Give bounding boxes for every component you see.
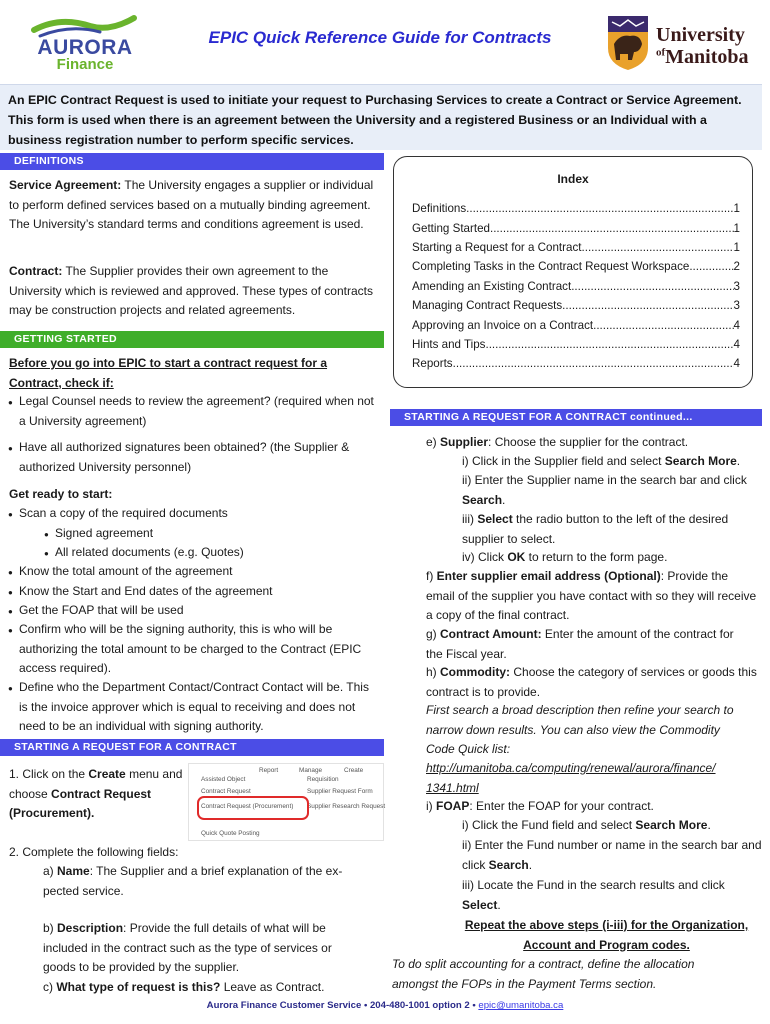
field-supplier-email-prefix: f)	[426, 569, 437, 583]
index-label: Starting a Request for a Contract	[412, 241, 582, 254]
field-commodity-prefix: h)	[426, 665, 441, 679]
index-label: Amending an Existing Contract	[412, 280, 572, 293]
supplier-step-i-text: i) Click in the Supplier field and select	[462, 454, 665, 468]
footer-contact: Aurora Finance Customer Service • 204-480-1001 option 2 •	[206, 1000, 479, 1011]
ready-item-department-contact: ● Define who the Department Contact/Contract Contact will be. This is the invoice approver which is equal to receiving and does not need to be an individual with signing authority.	[19, 678, 375, 737]
index-leader	[453, 356, 734, 371]
footer-email-link[interactable]: epic@umanitoba.ca	[478, 1000, 564, 1011]
create-menu-screenshot	[188, 763, 384, 841]
ready-item-scan: ● Scan a copy of the required documents	[19, 504, 381, 524]
page-header	[0, 0, 770, 82]
index-label: Getting Started	[412, 222, 490, 235]
service-agreement-term: Service Agreement:	[9, 178, 122, 192]
page-footer	[0, 1000, 770, 1011]
supplier-step-i-bold: Search More	[664, 454, 737, 468]
contract-term: Contract:	[9, 264, 63, 278]
index-leader	[593, 318, 733, 333]
menu-tab-report: Report	[259, 767, 279, 774]
step-1-part-a: 1. Click on the	[9, 767, 89, 781]
step-1-text	[9, 765, 187, 824]
field-name-text: : The Supplier and a brief explanation of the ex-pected service.	[43, 864, 343, 898]
menu-tab-manage: Manage	[299, 767, 323, 774]
foap-step-iii	[462, 876, 762, 915]
contract-definition	[9, 262, 381, 321]
index-page: 1	[733, 222, 740, 235]
index-label: Reports	[412, 357, 453, 370]
commodity-search-tip: First search a broad description then refine your search to narrow down results. You can also view the Commodity Code Quick list:	[426, 703, 734, 757]
index-leader	[490, 221, 734, 236]
service-agreement-text: The University engages a supplier or individual to perform defined services based on a mutually binding agreement. The University’s standard terms and conditions agreement is used.	[9, 178, 374, 232]
step-1-choice: Contract Request (Procurement).	[9, 786, 152, 821]
index-page: 4	[733, 357, 740, 370]
menu-left-item-3: Contract Request (Procurement)	[201, 803, 294, 810]
field-description	[43, 919, 363, 978]
index-leader	[689, 259, 733, 274]
field-contract-amount	[426, 625, 746, 664]
supplier-step-iv-text: iv) Click	[462, 550, 508, 564]
index-leader	[466, 201, 733, 216]
supplier-step-ii-bold: Search	[462, 492, 503, 507]
field-supplier-email	[426, 567, 758, 626]
supplier-step-iii-text: the radio button to the left of the desired supplier to select.	[462, 512, 729, 546]
supplier-step-iii-bold: Select	[477, 512, 513, 526]
step-1-part-b: menu and choose	[9, 767, 183, 801]
split-accounting-note: To do split accounting for a contract, define the allocation amongst the FOPs in the Payment Terms section.	[392, 957, 695, 991]
field-foap	[426, 797, 746, 817]
index-row-getting-started[interactable]	[412, 221, 740, 236]
foap-step-i-period: .	[707, 818, 711, 832]
index-box	[393, 156, 753, 388]
field-commodity-text: Choose the category of services or goods this contract is to provide.	[426, 665, 757, 699]
field-contract-amount-label: Contract Amount:	[440, 627, 542, 641]
field-supplier	[426, 433, 756, 453]
field-supplier-text: : Choose the supplier for the contract.	[488, 435, 689, 449]
supplier-step-iv-text-2: to return to the form page.	[525, 550, 668, 564]
field-contract-amount-text: Enter the amount of the contract for the Fiscal year.	[426, 627, 734, 661]
continued-heading: STARTING A REQUEST FOR A CONTRACT continued...	[390, 409, 762, 426]
index-page: 4	[733, 338, 740, 351]
um-logo-line1: University	[656, 24, 745, 46]
field-type	[43, 978, 383, 998]
index-label: Managing Contract Requests	[412, 299, 563, 312]
field-supplier-prefix: e)	[426, 435, 441, 449]
menu-highlight-circle	[197, 796, 309, 820]
field-foap-prefix: i)	[426, 799, 436, 813]
index-row-amending[interactable]	[412, 279, 740, 294]
definitions-heading: DEFINITIONS	[0, 153, 384, 170]
index-leader	[562, 298, 733, 313]
step-1-create: Create	[88, 767, 126, 781]
get-ready-heading: Get ready to start:	[9, 487, 113, 501]
index-row-completing-tasks[interactable]	[412, 259, 740, 274]
supplier-step-i-period: .	[736, 454, 741, 468]
contract-text: The Supplier provides their own agreement to the University which is reviewed and approved. These types of contracts may be construction projects and related agreements.	[9, 264, 373, 318]
index-label: Completing Tasks in the Contract Request Workspace	[412, 260, 690, 273]
ready-item-signing-authority: ● Confirm who will be the signing authority, this is who will be authorizing the total amount to be charged to the Contract (EPIC access required).	[19, 620, 375, 679]
supplier-step-ii-text: ii) Enter the Supplier name in the search bar and click	[462, 473, 747, 487]
index-row-starting-request[interactable]	[412, 240, 740, 255]
field-supplier-label: Supplier	[440, 435, 489, 449]
supplier-step-iii-prefix: iii)	[462, 512, 478, 526]
index-label: Definitions	[412, 202, 467, 215]
foap-step-i	[462, 816, 762, 836]
um-logo-of: of	[656, 46, 666, 59]
field-contract-amount-prefix: g)	[426, 627, 441, 641]
step-2-text: 2. Complete the following fields:	[9, 845, 179, 859]
menu-right-item-2: Supplier Request Form	[307, 788, 373, 795]
index-row-managing[interactable]	[412, 298, 740, 313]
foap-step-ii-text: ii) Enter the Fund number or name in the search bar and click	[462, 838, 762, 872]
index-leader	[582, 240, 734, 255]
intro-paragraph: An EPIC Contract Request is used to initiate your request to Purchasing Services to create a Contract or Service Agreement. This form is used when there is an agreement between the University and a registered Business or an Individual with a business registration number to perform specific services.	[0, 84, 762, 150]
foap-step-iii-bold: Select	[462, 897, 498, 912]
index-page: 1	[733, 241, 740, 254]
field-name-label: Name	[57, 864, 90, 878]
menu-left-item-2: Contract Request	[201, 788, 251, 795]
service-agreement-definition	[9, 176, 381, 235]
aurora-finance-logo	[30, 14, 140, 72]
foap-step-iii-period: .	[497, 897, 501, 912]
check-signatures: ● Have all authorized signatures been obtained? (the Supplier & authorized University personnel)	[19, 438, 381, 477]
foap-step-i-bold: Search More	[635, 818, 708, 832]
index-page: 3	[733, 299, 740, 312]
index-row-hints[interactable]	[412, 337, 740, 352]
index-leader	[571, 279, 733, 294]
index-row-reports[interactable]	[412, 356, 740, 371]
ready-item-dates: ● Know the Start and End dates of the agreement	[19, 582, 381, 602]
getting-started-heading: GETTING STARTED	[0, 331, 384, 348]
index-label: Hints and Tips	[412, 338, 486, 351]
menu-tab-create: Create	[344, 767, 364, 774]
field-type-text: Leave as Contract.	[220, 980, 325, 994]
foap-step-ii	[462, 836, 762, 875]
um-logo-manitoba: Manitoba	[665, 46, 749, 68]
supplier-step-i	[462, 452, 762, 472]
field-commodity	[426, 663, 758, 702]
menu-left-item-4: Quick Quote Posting	[201, 830, 260, 837]
supplier-step-iv	[462, 548, 752, 568]
index-leader	[485, 337, 733, 352]
ready-item-amount: ● Know the total amount of the agreement	[19, 562, 381, 582]
field-description-text: : Provide the full details of what will be included in the contract such as the type of services or goods to be provided by the supplier.	[43, 921, 332, 975]
field-name-prefix: a)	[43, 864, 58, 878]
foap-step-i-text: i) Click the Fund field and select	[462, 818, 636, 832]
university-of-manitoba-logo	[606, 12, 756, 76]
index-page: 3	[733, 280, 740, 293]
foap-step-ii-bold: Search	[488, 857, 529, 872]
supplier-step-iv-bold: OK	[507, 550, 526, 564]
ready-subitem-related: ● All related documents (e.g. Quotes)	[55, 543, 355, 563]
commodity-quick-list-link[interactable]: http://umanitoba.ca/computing/renewal/aurora/finance/1341.html	[426, 761, 716, 795]
field-supplier-email-text: : Provide the email of the supplier you have contact with so they will receive a copy of the final contract.	[426, 569, 757, 623]
supplier-step-ii	[462, 471, 752, 510]
field-commodity-label: Commodity:	[440, 665, 511, 679]
foap-step-iii-text: iii) Locate the Fund in the search results and click	[462, 878, 725, 892]
foap-step-ii-period: .	[528, 857, 533, 872]
index-page: 1	[733, 202, 740, 215]
menu-left-item-1: Assisted Object	[201, 776, 246, 783]
index-row-approving-invoice[interactable]	[412, 318, 740, 333]
field-foap-label: FOAP	[436, 799, 470, 813]
supplier-step-iii	[462, 510, 752, 549]
index-title: Index	[557, 172, 589, 186]
field-foap-text: : Enter the FOAP for your contract.	[469, 799, 654, 813]
index-row-definitions[interactable]	[412, 201, 740, 216]
field-name	[43, 862, 353, 901]
check-legal-counsel: ● Legal Counsel needs to review the agreement? (required when not a University agreement)	[19, 392, 381, 431]
index-label: Approving an Invoice on a Contract	[412, 319, 594, 332]
bison-shield-icon	[606, 14, 650, 72]
ready-item-foap: ● Get the FOAP that will be used	[19, 601, 381, 621]
field-supplier-email-label: Enter supplier email address (Optional)	[436, 569, 661, 583]
repeat-steps-note: Repeat the above steps (i-iii) for the Organization, Account and Program codes.	[464, 918, 749, 952]
aurora-logo-sub: Finance	[56, 56, 114, 73]
menu-right-item-3: Supplier Research Request	[307, 803, 386, 810]
index-page: 4	[733, 319, 740, 332]
field-type-prefix: c)	[43, 980, 57, 994]
starting-request-heading: STARTING A REQUEST FOR A CONTRACT	[0, 739, 384, 756]
index-page: 2	[733, 260, 740, 273]
field-description-prefix: b)	[43, 921, 58, 935]
field-description-label: Description	[57, 921, 124, 935]
field-type-label: What type of request is this?	[56, 980, 221, 994]
supplier-step-ii-period: .	[502, 492, 506, 507]
aurora-logo-main: AURORA	[37, 36, 133, 59]
ready-subitem-signed: ● Signed agreement	[55, 524, 355, 544]
menu-right-item-1: Requisition	[307, 776, 339, 783]
page-title: EPIC Quick Reference Guide for Contracts	[208, 28, 552, 47]
um-logo-line2	[656, 46, 749, 69]
before-epic-heading: Before you go into EPIC to start a contract request for a Contract, check if:	[9, 356, 328, 390]
